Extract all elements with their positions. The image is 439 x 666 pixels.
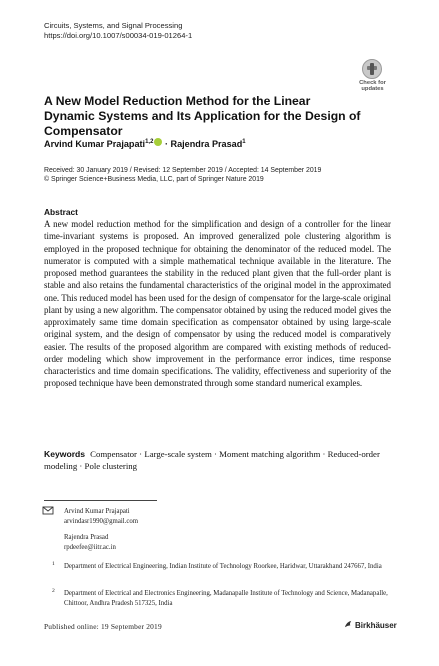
article-history: [44, 166, 321, 185]
dates-line: Received: 30 January 2019 / Revised: 12 September 2019 / Accepted: 14 September 2019: [44, 167, 322, 174]
affiliation-number-2: 2: [52, 588, 55, 594]
author-affiliation-marks-2: 1: [242, 138, 246, 145]
envelope-icon: [42, 506, 56, 516]
orcid-icon[interactable]: [154, 138, 162, 146]
publisher-logo: [344, 620, 397, 632]
journal-header: [44, 21, 192, 41]
keywords-label: Keywords: [44, 449, 86, 459]
crossmark-icon: [362, 59, 382, 79]
paper-title: A New Model Reduction Method for the Linear Dynamic Systems and Its Application for the Design of Compensator: [44, 94, 361, 138]
keywords-text: Compensator · Large-scale system · Moment matching algorithm · Reduced-order modeling · Pole clustering: [44, 449, 380, 472]
author-affiliation-marks-1: 1,2: [145, 138, 154, 145]
birkhauser-logo-icon: [344, 620, 353, 629]
affiliation-1: Department of Electrical Engineering, Indian Institute of Technology Roorkee, Haridwar, Uttarakhand 247667, India: [64, 563, 382, 570]
coauthor-email[interactable]: rpdeefee@iitr.ac.in: [64, 544, 116, 551]
abstract-heading: Abstract: [44, 207, 78, 217]
coauthor-name: Rajendra Prasad: [64, 534, 109, 541]
affiliation-2: Department of Electrical and Electronics Engineering, Madanapalle Institute of Technology and Science, Madanapalle, Chittoor, Andhra Pradesh 517325, India: [64, 590, 388, 607]
author-separator: ·: [164, 139, 168, 149]
affiliation-number-1: 1: [52, 561, 55, 567]
abstract-text: A new model reduction method for the simplification and design of a controller for the linear time-invariant systems is proposed. An improved generalized pole clustering algorithm is employed in the proposed technique for obtaining the denominator of the reduced model. The numerator is computed with a simple mathematical technique available in the literature. The proposed method guarantees the stability in the reduced plant given that the full-order plant is stable and also retains the fundamental characteristics of the original model in the approximated one. This reduced model has been used for the design of compensator for the large-scale original plant by using a new algorithm. The compensator obtained by using the reduced model gives the approximately same time domain specification as compensator obtained by using large-scale original system, and the design of compensator by using the reduced model is comparatively easier. The results of the proposed algorithm are compared with existing methods of reduced-order modeling which show improvement in the performance error indices, time response characteristics and time domain specifications. The validity, effectiveness and superiority of the proposed technique have been demonstrated through some standard numerical examples.: [44, 219, 391, 389]
doi-link[interactable]: https://doi.org/10.1007/s00034-019-01264-1: [44, 31, 193, 40]
corresponding-author-name: Arvind Kumar Prajapati: [64, 508, 130, 515]
keywords-section: [44, 448, 391, 473]
check-for-updates-badge[interactable]: [356, 57, 389, 97]
crossmark-line1: Check for: [359, 80, 386, 86]
author-line: [44, 138, 246, 149]
author-name-1[interactable]: Arvind Kumar Prajapati: [44, 139, 146, 149]
publisher-name: Birkhäuser: [355, 621, 397, 630]
footnote-divider: [44, 500, 157, 501]
author-name-2[interactable]: Rajendra Prasad: [170, 139, 243, 149]
copyright-line: © Springer Science+Business Media, LLC, part of Springer Nature 2019: [44, 176, 264, 184]
corresponding-author-email[interactable]: arvindasr1990@gmail.com: [64, 518, 139, 525]
crossmark-line2: updates: [361, 86, 384, 93]
published-online: Published online: 19 September 2019: [44, 622, 162, 631]
journal-name: Circuits, Systems, and Signal Processing: [44, 21, 183, 30]
